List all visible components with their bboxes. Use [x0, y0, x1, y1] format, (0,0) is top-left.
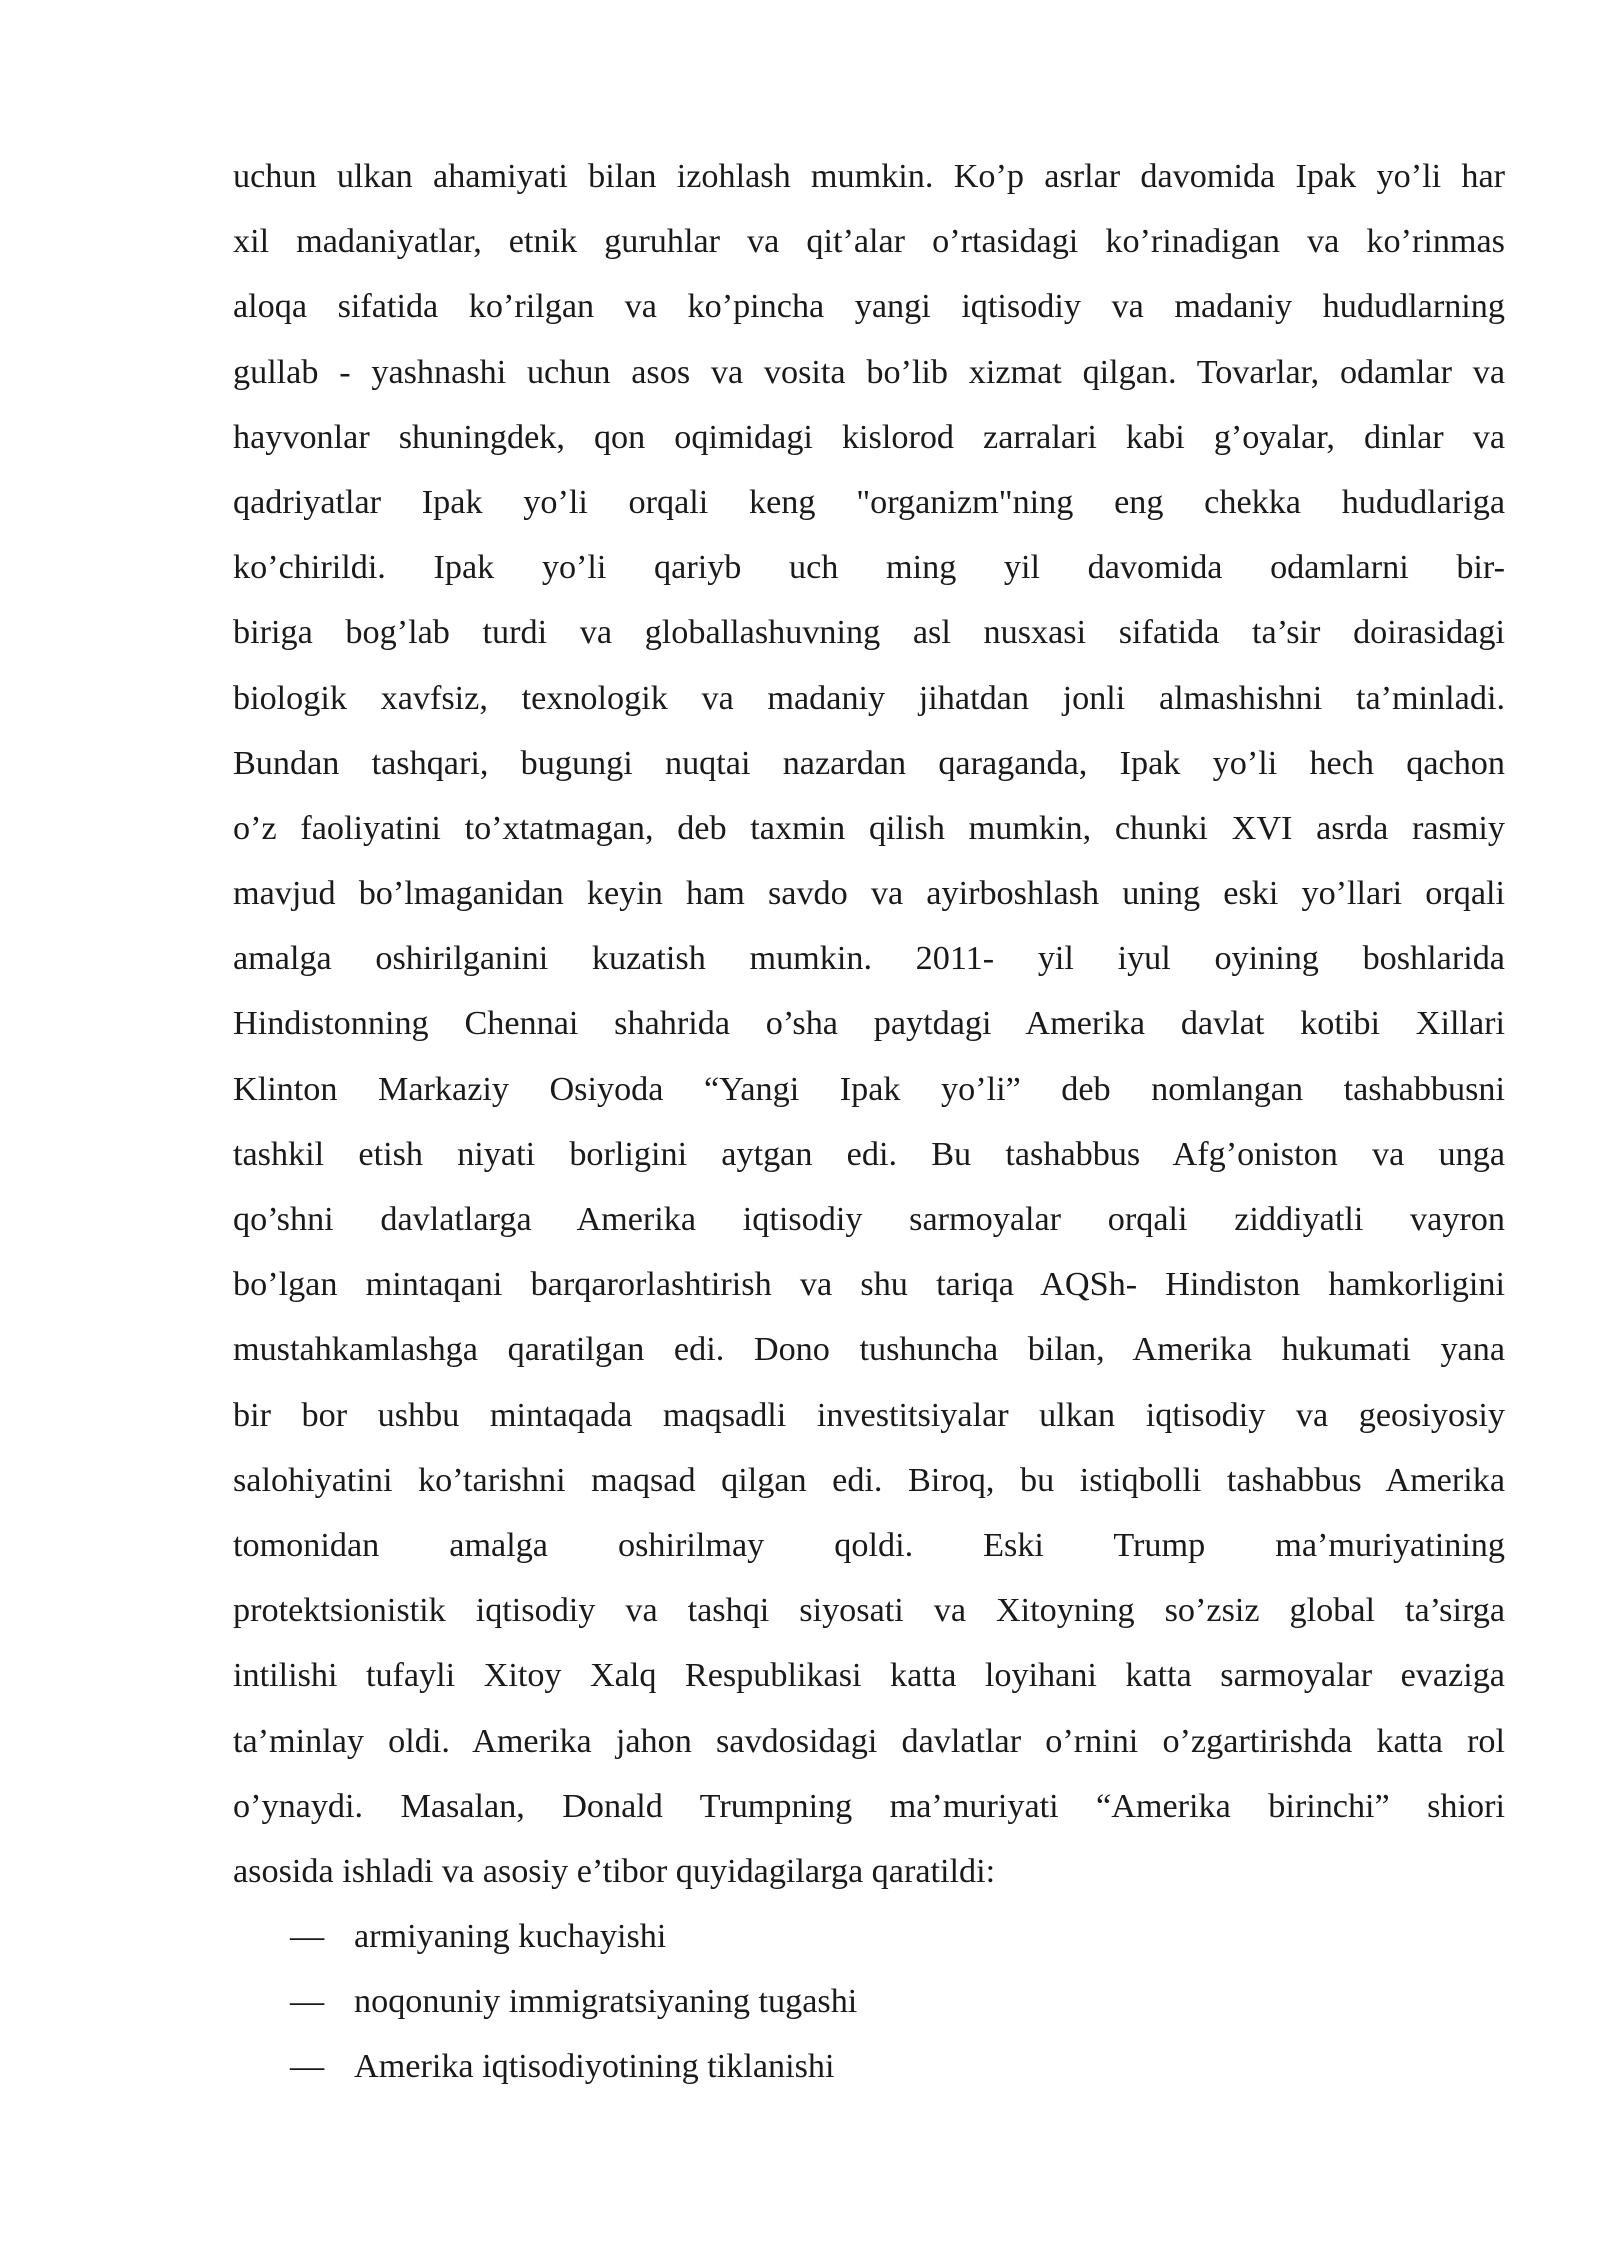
paragraph-line: Bundan tashqari, bugungi nuqtai nazardan qaraganda, Ipak yo’li hech qachon [233, 744, 1505, 782]
list-item-text: Amerika iqtisodiyotining tiklanishi [354, 2048, 835, 2086]
list-item-text: noqonuniy immigratsiyaning tugashi [354, 1983, 858, 2021]
paragraph-line: biriga bog’lab turdi va globallashuvning asl nusxasi sifatida ta’sir doirasidagi [233, 614, 1505, 652]
list-item [290, 1912, 1190, 1977]
paragraph-line: amalga oshirilganini kuzatish mumkin. 2011- yil iyul oyining boshlarida [233, 940, 1505, 978]
paragraph-line: mavjud bo’lmaganidan keyin ham savdo va ayirboshlash uning eski yo’llari orqali [233, 875, 1505, 913]
paragraph-line: qo’shni davlatlarga Amerika iqtisodiy sarmoyalar orqali ziddiyatli vayron [233, 1201, 1505, 1238]
paragraph-line: ko’chirildi. Ipak yo’li qariyb uch ming yil davomida odamlarni bir- [233, 549, 1505, 587]
paragraph-line: uchun ulkan ahamiyati bilan izohlash mumkin. Ko’p asrlar davomida Ipak yo’li har [233, 158, 1505, 195]
paragraph-line: xil madaniyatlar, etnik guruhlar va qit’alar o’rtasidagi ko’rinadigan va ko’rinmas [233, 223, 1505, 261]
paragraph-line: mustahkamlashga qaratilgan edi. Dono tushuncha bilan, Amerika hukumati yana [233, 1331, 1505, 1369]
paragraph-line: ta’minlay oldi. Amerika jahon savdosidagi davlatlar o’rnini o’zgartirishda katta rol [233, 1722, 1505, 1760]
paragraph-line: o’z faoliyatini to’xtatmagan, deb taxmin qilish mumkin, chunki XVI asrda rasmiy [233, 809, 1505, 847]
dash-bullet-icon: — [290, 1983, 325, 2021]
list-item-text: armiyaning kuchayishi [354, 1918, 667, 1955]
bullet-list [290, 1912, 1190, 2108]
paragraph-line: intilishi tufayli Xitoy Xalq Respublikasi katta loyihani katta sarmoyalar evaziga [233, 1657, 1505, 1695]
paragraph-line: bir bor ushbu mintaqada maqsadli investitsiyalar ulkan iqtisodiy va geosiyosiy [233, 1396, 1505, 1434]
list-item [290, 2042, 1190, 2107]
dash-bullet-icon: — [290, 1918, 325, 1955]
paragraph-line: Hindistonning Chennai shahrida o’sha paytdagi Amerika davlat kotibi Xillari [233, 1005, 1505, 1043]
paragraph-line: aloqa sifatida ko’rilgan va ko’pincha yangi iqtisodiy va madaniy hududlarning [233, 288, 1505, 326]
paragraph-line: hayvonlar shuningdek, qon oqimidagi kislorod zarralari kabi g’oyalar, dinlar va [233, 418, 1505, 456]
paragraph-line: Klinton Markaziy Osiyoda “Yangi Ipak yo’li” deb nomlangan tashabbusni [233, 1070, 1505, 1108]
paragraph-line: gullab - yashnashi uchun asos va vosita bo’lib xizmat qilgan. Tovarlar, odamlar va [233, 353, 1505, 391]
paragraph-line: tashkil etish niyati borligini aytgan edi. Bu tashabbus Afg’oniston va unga [233, 1135, 1505, 1173]
paragraph-line: qadriyatlar Ipak yo’li orqali keng "organizm"ning eng chekka hududlariga [233, 483, 1505, 521]
paragraph-line: o’ynaydi. Masalan, Donald Trumpning ma’muriyati “Amerika birinchi” shiori [233, 1787, 1505, 1825]
dash-bullet-icon: — [290, 2048, 325, 2086]
paragraph-line: salohiyatini ko’tarishni maqsad qilgan edi. Biroq, bu istiqbolli tashabbus Amerika [233, 1461, 1505, 1499]
paragraph-line: protektsionistik iqtisodiy va tashqi siyosati va Xitoyning so’zsiz global ta’sirga [233, 1592, 1505, 1630]
paragraph-line: tomonidan amalga oshirilmay qoldi. Eski Trump ma’muriyatining [233, 1526, 1505, 1564]
list-item [290, 1977, 1190, 2042]
paragraph-line: biologik xavfsiz, texnologik va madaniy jihatdan jonli almashishni ta’minladi. [233, 679, 1505, 717]
body-paragraph [233, 152, 1505, 1912]
paragraph-line: asosida ishladi va asosiy e’tibor quyidagilarga qaratildi: [233, 1852, 996, 1890]
paragraph-line: bo’lgan mintaqani barqarorlashtirish va shu tariqa AQSh- Hindiston hamkorligini [233, 1266, 1505, 1304]
